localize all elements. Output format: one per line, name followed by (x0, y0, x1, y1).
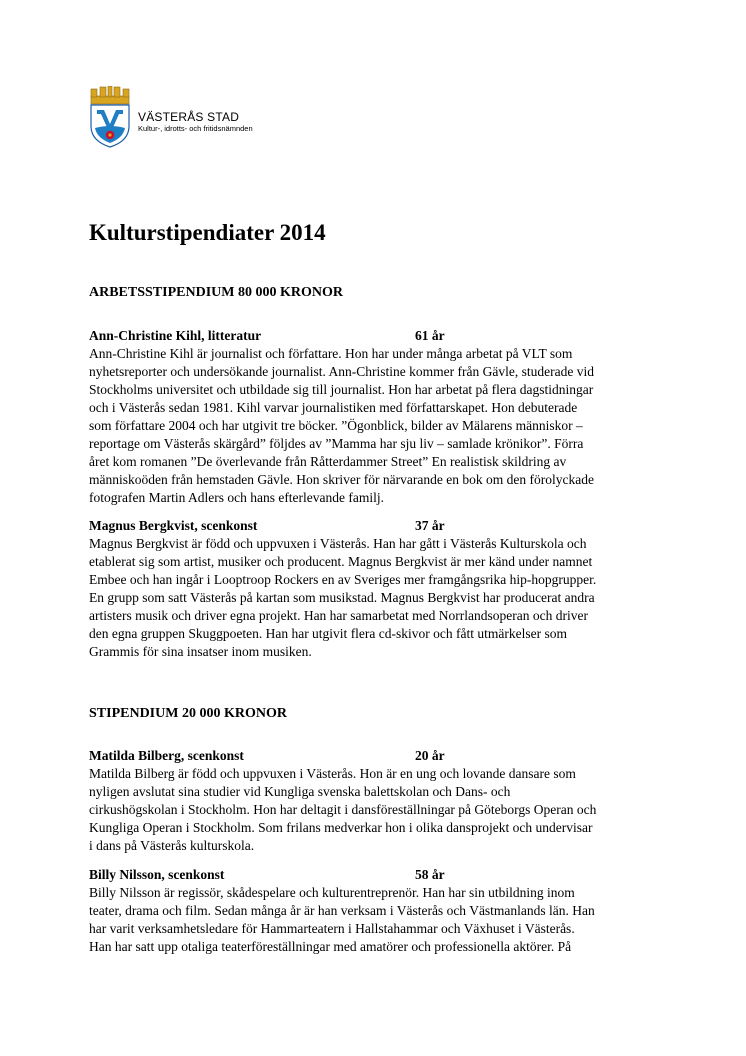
recipient-description: Matilda Bilberg är född och uppvuxen i Västerås. Hon är en ung och lovande dansare som nyligen avslutat sina studier vid Kungliga svenska balettskolan och Dans- och cirkushögskolan i Stockholm. Hon har deltagit i dansföreställningar på Göteborgs Operan och Kungliga Operan i Stockholm. Som frilans medverkar hon i olika dansprojekt och undervisar i dans på Västerås kulturskola. (89, 766, 597, 853)
recipient-age: 61 år (415, 328, 445, 343)
recipient-name: Billy Nilsson, scenkonst (89, 867, 225, 882)
organization-department: Kultur-, idrotts- och fritidsnämnden (138, 124, 253, 133)
recipient-age: 58 år (415, 867, 445, 882)
recipient-age: 20 år (415, 748, 445, 763)
section-heading: ARBETSSTIPENDIUM 80 000 KRONOR (89, 285, 343, 300)
recipient-description: Ann-Christine Kihl är journalist och författare. Hon har under många arbetat på VLT som nyhetsreporter och undersökande journalist. Ann-Christine kommer från Gävle, studerade vid Stockholms universitet och utbildade sig till journalist. Hon har arbetat på flera dagstidningar och i Västerås sedan 1981. Kihl varvar journalistiken med författarskapet. Hon debuterade som författare 2004 och har utgivit tre böcker. ”Ögonblick, bilder av Mälarens människor – reportage om Västerås skärgård” följdes av ”Mamma har sju liv – samlade krönikor”. Förra året kom romanen ”De överlevande från Råtterdammer Street” En realistisk skildring av människoöden från hemstaden Gävle. Hon skriver för närvarande en bok om den förolyckade fotografen Martin Adlers och hans efterlevande familj. (89, 346, 594, 505)
vasteras-stad-logo (88, 86, 278, 150)
recipient-description: Billy Nilsson är regissör, skådespelare och kulturentreprenör. Han har sin utbildning inom teater, drama och film. Sedan många år är han verksam i Västerås och Västmanlands län. Han har varit verksamhetsledare för Hammarteatern i Hallstahammar och Växhuset i Västerås. Han har satt upp otaliga teaterföreställningar med amatörer och professionella aktörer. På (89, 885, 595, 954)
recipient-age: 37 år (415, 518, 445, 533)
recipient-name: Magnus Bergkvist, scenkonst (89, 518, 258, 533)
recipient-description: Magnus Bergkvist är född och uppvuxen i Västerås. Han har gått i Västerås Kulturskola och etablerat sig som artist, musiker och producent. Magnus Bergkvist är mer känd under namnet Embee och han ingår i Looptroop Rockers en av Sveriges mer framgångsrika hip-hopgrupper. En grupp som satt Västerås på kartan som musikstad. Magnus Bergkvist har producerat andra artisters musik och driver egna projekt. Han har samarbetat med Norrlandsoperan och driver den egna gruppen Skuggpoeten. Han har utgivit flera cd-skivor och fått utmärkelser som Grammis för sina insatser inom musiken. (89, 536, 597, 659)
recipient-name: Ann-Christine Kihl, litteratur (89, 328, 262, 343)
recipient-name: Matilda Bilberg, scenkonst (89, 748, 244, 763)
section-heading: STIPENDIUM 20 000 KRONOR (89, 706, 287, 721)
organization-name: VÄSTERÅS STAD (138, 110, 240, 124)
recipient-entry (89, 866, 669, 956)
document-title: Kulturstipendiater 2014 (89, 220, 326, 245)
recipient-entry (89, 517, 669, 661)
recipient-entry (89, 327, 669, 507)
recipient-entry (89, 747, 669, 855)
coat-of-arms-icon (88, 86, 132, 148)
